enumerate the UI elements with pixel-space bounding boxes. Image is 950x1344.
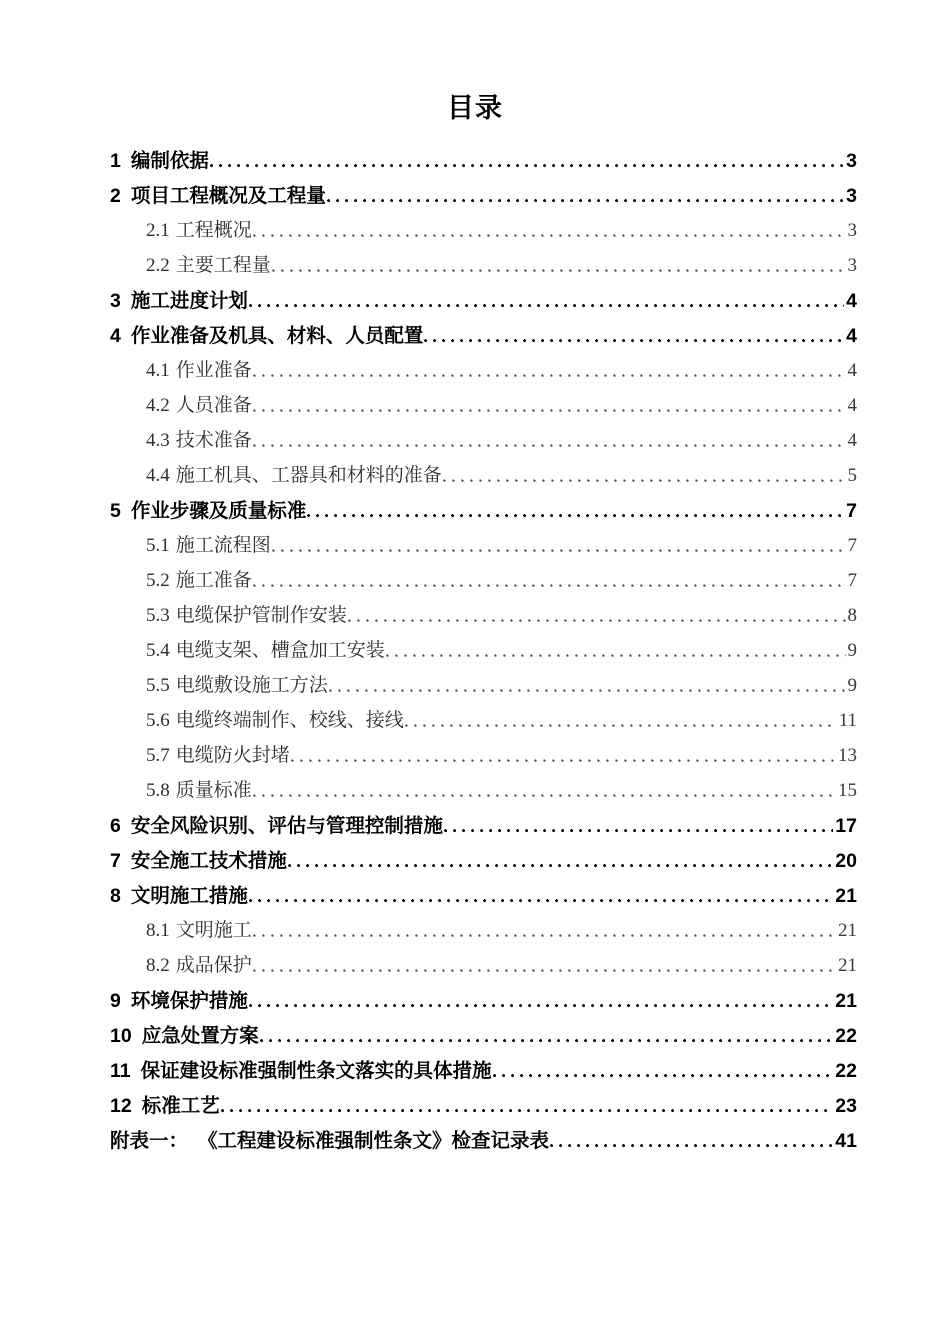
toc-entry-label: 作业准备 — [175, 360, 252, 382]
toc-entry-label: 标准工艺 — [141, 1094, 220, 1117]
toc-entry-page: 41 — [835, 1129, 857, 1152]
toc-entry-page: 8 — [847, 605, 857, 627]
toc-entry-page: 4 — [847, 360, 857, 382]
toc-entry-label: 电缆终端制作、校线、接线 — [175, 710, 404, 732]
toc-leader-dots — [444, 829, 833, 833]
toc-leader-dots — [253, 794, 836, 798]
toc-entry-page: 21 — [838, 920, 857, 942]
toc-entry[interactable] — [110, 417, 857, 452]
toc-entry-number: 8.2 — [146, 955, 170, 977]
toc-entry-label: 技术准备 — [175, 430, 252, 452]
toc-leader-dots — [260, 1039, 834, 1043]
toc-leader-dots — [405, 724, 837, 728]
toc-entry[interactable] — [110, 347, 857, 382]
toc-entry[interactable] — [110, 837, 857, 872]
toc-entry-label: 人员准备 — [175, 395, 252, 417]
toc-leader-dots — [443, 479, 846, 483]
toc-leader-dots — [249, 899, 833, 903]
toc-entry-page: 3 — [846, 149, 857, 172]
toc-entry[interactable] — [110, 207, 857, 242]
toc-entry-page: 4 — [847, 430, 857, 452]
toc-entry-page: 7 — [847, 535, 857, 557]
toc-entry[interactable] — [110, 942, 857, 977]
toc-entry-number: 4.4 — [146, 465, 170, 487]
toc-entry-number: 11 — [110, 1059, 131, 1082]
toc-entry[interactable] — [110, 487, 857, 522]
toc-entry-page: 21 — [835, 989, 857, 1012]
toc-entry-page: 7 — [846, 499, 857, 522]
toc-leader-dots — [550, 1144, 833, 1148]
toc-entry-number: 1 — [110, 149, 121, 172]
toc-leader-dots — [327, 199, 844, 203]
toc-leader-dots — [221, 1109, 834, 1113]
toc-entry-label: 作业步骤及质量标准 — [130, 499, 307, 522]
toc-entry[interactable] — [110, 452, 857, 487]
toc-entry-number: 8 — [110, 884, 121, 907]
toc-entry-number: 2 — [110, 184, 121, 207]
toc-entry-label: 保证建设标准强制性条文落实的具体措施 — [140, 1059, 492, 1082]
toc-entry[interactable] — [110, 592, 857, 627]
toc-title: 目录 — [447, 93, 503, 123]
toc-entry-label: 电缆敷设施工方法 — [175, 675, 328, 697]
toc-leader-dots — [253, 444, 846, 448]
toc-entry[interactable] — [110, 977, 857, 1012]
toc-leader-dots — [329, 689, 846, 693]
toc-entry[interactable] — [110, 732, 857, 767]
toc-leader-dots — [253, 584, 846, 588]
toc-entry-page: 4 — [846, 324, 857, 347]
toc-entry[interactable] — [110, 312, 857, 347]
toc-entry-label: 安全施工技术措施 — [130, 849, 287, 872]
toc-entry[interactable] — [110, 137, 857, 172]
toc-entry-label: 作业准备及机具、材料、人员配置 — [130, 324, 424, 347]
toc-leader-dots — [272, 549, 846, 553]
toc-entry-number: 6 — [110, 814, 121, 837]
toc-entry-page: 4 — [846, 289, 857, 312]
toc-entry-page: 13 — [838, 745, 857, 767]
toc-leader-dots — [288, 864, 833, 868]
toc-entry-number: 10 — [110, 1024, 132, 1047]
toc-entry-label: 施工准备 — [175, 570, 252, 592]
toc-entry[interactable] — [110, 1082, 857, 1117]
toc-entry-label: 施工流程图 — [175, 535, 271, 557]
toc-entry-label: 工程概况 — [175, 220, 252, 242]
toc-entry[interactable] — [110, 1047, 857, 1082]
toc-entry-page: 3 — [846, 184, 857, 207]
toc-entry-page: 5 — [847, 465, 857, 487]
toc-entry[interactable] — [110, 907, 857, 942]
toc-entry[interactable] — [110, 872, 857, 907]
toc-entry[interactable] — [110, 1117, 857, 1152]
toc-leader-dots — [272, 269, 846, 273]
toc-entry[interactable] — [110, 627, 857, 662]
toc-entry-number: 8.1 — [146, 920, 170, 942]
toc-leader-dots — [348, 619, 846, 623]
toc-entry-number: 5.3 — [146, 605, 170, 627]
toc-leader-dots — [386, 654, 846, 658]
toc-entry-number: 5.1 — [146, 535, 170, 557]
toc-entry-number: 2.1 — [146, 220, 170, 242]
toc-entry-label: 质量标准 — [175, 780, 252, 802]
toc-leader-dots — [307, 514, 844, 518]
toc-entry-page: 21 — [838, 955, 857, 977]
toc-entry-number: 5.5 — [146, 675, 170, 697]
toc-entry-number: 5.4 — [146, 640, 170, 662]
toc-entry-label: 施工进度计划 — [130, 289, 248, 312]
toc-entry[interactable] — [110, 662, 857, 697]
toc-entry-label: 文明施工措施 — [130, 884, 248, 907]
toc-entry[interactable] — [110, 242, 857, 277]
toc-entry-page: 9 — [847, 675, 857, 697]
toc-entry-page: 15 — [838, 780, 857, 802]
toc-entry-number: 5.2 — [146, 570, 170, 592]
toc-entry-page: 22 — [835, 1059, 857, 1082]
toc-entry-page: 7 — [847, 570, 857, 592]
toc-entry[interactable] — [110, 522, 857, 557]
toc-entry-label: 电缆防火封堵 — [175, 745, 290, 767]
toc-entry-label: 成品保护 — [175, 955, 252, 977]
toc-entry[interactable] — [110, 172, 857, 207]
toc-entry-page: 17 — [835, 814, 857, 837]
toc-entry-number: 12 — [110, 1094, 132, 1117]
toc-entry[interactable] — [110, 557, 857, 592]
toc-entry-page: 9 — [847, 640, 857, 662]
toc-entry-label: 应急处置方案 — [141, 1024, 259, 1047]
toc-entry-label: 电缆支架、槽盒加工安装 — [175, 640, 385, 662]
toc-leader-dots — [249, 304, 844, 308]
toc-entry-number: 5.8 — [146, 780, 170, 802]
toc-entry-page: 20 — [835, 849, 857, 872]
toc-entry-label: 项目工程概况及工程量 — [130, 184, 326, 207]
toc-entry-page: 11 — [838, 710, 857, 732]
toc-entry-number: 附表一： — [110, 1129, 189, 1152]
toc-entry-label: 电缆保护管制作安装 — [175, 605, 347, 627]
toc-entry-number: 5.6 — [146, 710, 170, 732]
toc-leader-dots — [253, 374, 846, 378]
toc-entry-number: 3 — [110, 289, 121, 312]
toc-leader-dots — [493, 1074, 834, 1078]
toc-entry-number: 7 — [110, 849, 121, 872]
toc-entry-label: 文明施工 — [175, 920, 252, 942]
toc-entry-label: 《工程建设标准强制性条文》检查记录表 — [198, 1129, 550, 1152]
toc-leader-dots — [253, 234, 846, 238]
toc-entry-page: 21 — [835, 884, 857, 907]
toc-leader-dots — [424, 339, 844, 343]
toc-entry-number: 4.3 — [146, 430, 170, 452]
toc-entry-label: 编制依据 — [130, 149, 209, 172]
toc-entry-number: 4.1 — [146, 360, 170, 382]
toc-leader-dots — [253, 409, 846, 413]
toc-leader-dots — [249, 1004, 833, 1008]
toc-entry-number: 4.2 — [146, 395, 170, 417]
toc-entry[interactable] — [110, 1012, 857, 1047]
toc-entry-number: 5.7 — [146, 745, 170, 767]
toc-entry-label: 施工机具、工器具和材料的准备 — [175, 465, 442, 487]
toc-entry[interactable] — [110, 802, 857, 837]
toc-entry-page: 22 — [835, 1024, 857, 1047]
toc-entry-label: 安全风险识别、评估与管理控制措施 — [130, 814, 443, 837]
toc-entry-page: 3 — [847, 220, 857, 242]
toc-entry-number: 4 — [110, 324, 121, 347]
toc-leader-dots — [210, 164, 844, 168]
toc-entry-page: 3 — [847, 255, 857, 277]
toc-entry[interactable] — [110, 382, 857, 417]
toc-list — [0, 137, 950, 1152]
toc-entry[interactable] — [110, 767, 857, 802]
toc-leader-dots — [291, 759, 836, 763]
toc-entry-label: 环境保护措施 — [130, 989, 248, 1012]
toc-entry-number: 2.2 — [146, 255, 170, 277]
toc-entry[interactable] — [110, 277, 857, 312]
toc-entry-number: 5 — [110, 499, 121, 522]
toc-entry[interactable] — [110, 697, 857, 732]
toc-entry-page: 4 — [847, 395, 857, 417]
toc-leader-dots — [253, 934, 836, 938]
toc-entry-number: 9 — [110, 989, 121, 1012]
toc-leader-dots — [253, 969, 836, 973]
toc-entry-page: 23 — [835, 1094, 857, 1117]
toc-entry-label: 主要工程量 — [175, 255, 271, 277]
